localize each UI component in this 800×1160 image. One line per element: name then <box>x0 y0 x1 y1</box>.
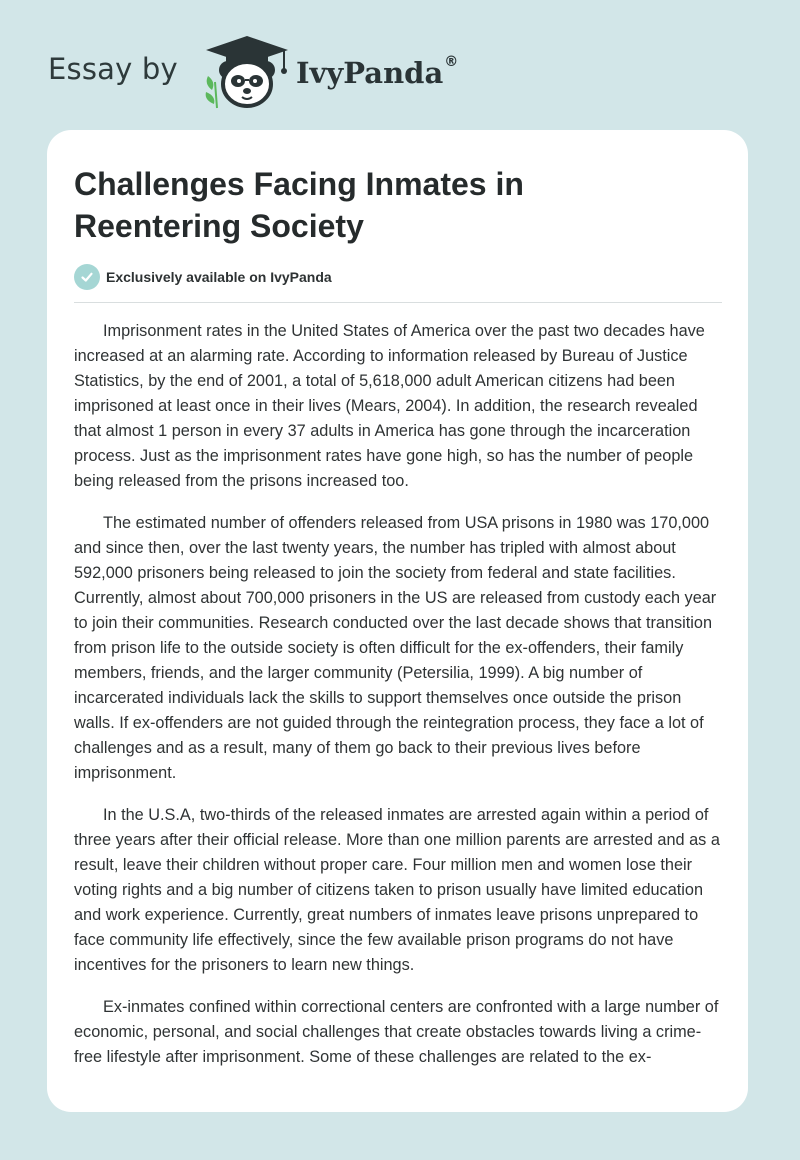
exclusive-badge <box>74 264 332 290</box>
exclusive-badge-label: Exclusively available on IvyPanda <box>106 269 332 285</box>
registered-mark: ® <box>444 54 459 70</box>
essay-by-label: Essay by <box>48 52 178 86</box>
brand-name[interactable] <box>296 56 458 90</box>
site-header <box>48 34 748 110</box>
essay-body <box>74 319 724 1087</box>
paragraph: The estimated number of offenders released from USA prisons in 1980 was 170,000 and since then, over the last twenty years, the number has tripled with almost about 592,000 prisoners being released to join the society from federal and state facilities. Currently, almost about 700,000 prisoners in the US are released from custody each year to join their communities. Research conducted over the last decade shows that transition from prison life to the outside society is often difficult for the ex-offenders, their family members, friends, and the larger community (Petersilia, 1999). A big number of incarcerated individuals lack the skills to support themselves once outside the prison walls. If ex-offenders are not guided through the reintegration process, they face a lot of challenges and as a result, many of them go back to their previous lives before imprisonment. <box>74 514 717 782</box>
check-icon <box>74 264 100 290</box>
essay-card <box>47 130 748 1112</box>
page-title: Challenges Facing Inmates in Reentering Society <box>74 166 524 244</box>
brand-text: IvyPanda <box>296 56 444 90</box>
paragraph: Ex-inmates confined within correctional centers are confronted with a large number of economic, personal, and social challenges that create obstacles towards living a crime-free lifestyle after imprisonment. Some of these challenges are related to the ex- <box>74 998 719 1066</box>
paragraph: In the U.S.A, two-thirds of the released inmates are arrested again within a period of three years after their official release. More than one million parents are arrested and as a result, leave their children without proper care. Four million men and women lose their voting rights and a big number of citizens taken to prison usually have limited education and work experience. Currently, great numbers of inmates leave prisons unprepared to face community life effectively, since the few available prison programs do not have incentives for the prisoners to learn new things. <box>74 806 720 974</box>
paragraph: Imprisonment rates in the United States of America over the past two decades have increased at an alarming rate. According to information released by Bureau of Justice Statistics, by the end of 2001, a total of 5,618,000 adult American citizens had been imprisoned at least once in their lives (Mears, 2004). In addition, the research revealed that almost 1 person in every 37 adults in America has gone through the incarceration process. Just as the imprisonment rates have gone high, so has the number of people being released from the prisons increased too. <box>74 322 705 490</box>
divider <box>74 302 722 303</box>
panda-graduate-icon[interactable] <box>202 34 292 110</box>
